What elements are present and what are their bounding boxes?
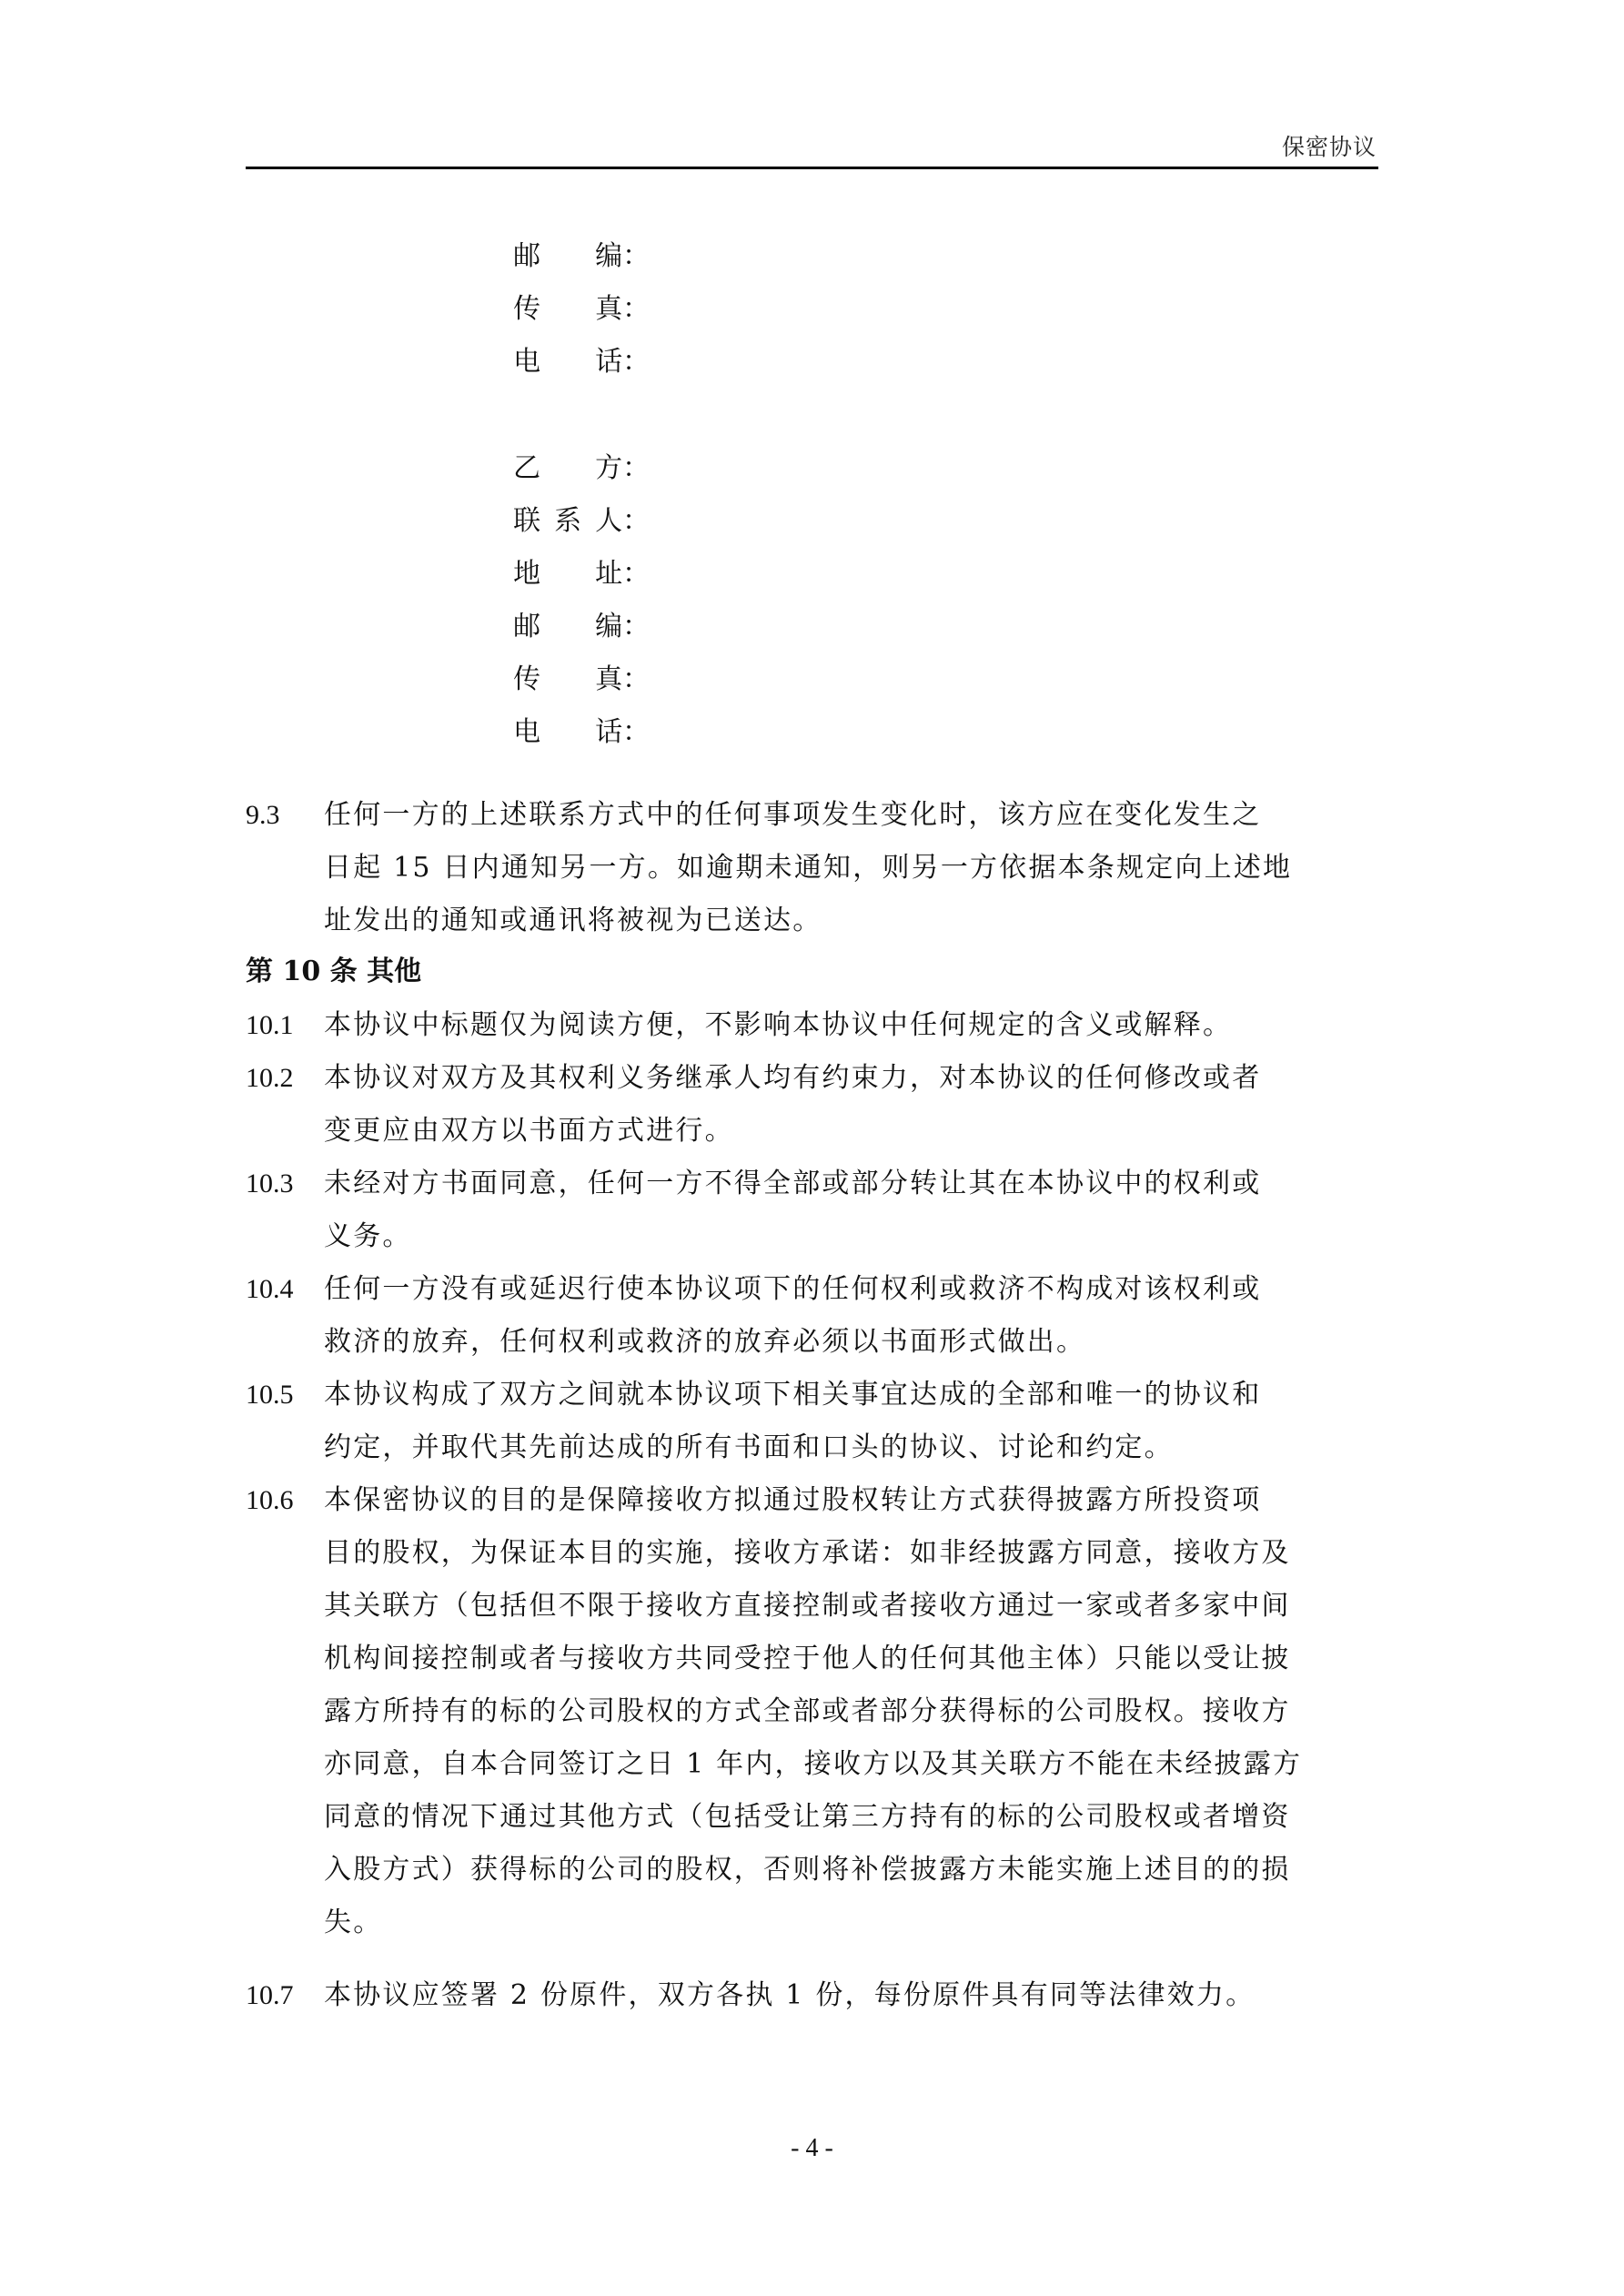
clause-text-line: 日起 15 日内通知另一方。如逾期未通知，则另一方依据本条规定向上述地 bbox=[324, 852, 1293, 884]
contact-label: 乙 方 bbox=[513, 452, 623, 484]
contact-colon: ： bbox=[622, 240, 651, 272]
clause-number: 10.6 bbox=[246, 1485, 294, 1515]
contact-colon: ： bbox=[622, 505, 651, 537]
clause-10-5 bbox=[246, 1369, 1383, 1474]
clause-text-line: 同意的情况下通过其他方式（包括受让第三方持有的标的公司股权或者增资 bbox=[324, 1801, 1291, 1833]
clause-number: 10.1 bbox=[246, 1010, 294, 1040]
clause-number: 10.2 bbox=[246, 1063, 294, 1093]
clause-text bbox=[324, 1369, 1383, 1474]
clause-text-line: 变更应由双方以书面方式进行。 bbox=[324, 1115, 734, 1147]
clause-10-1 bbox=[246, 999, 1383, 1052]
contact-colon: ： bbox=[622, 346, 651, 378]
clause-text-line: 约定，并取代其先前达成的所有书面和口头的协议、讨论和约定。 bbox=[324, 1431, 1174, 1463]
clause-text-line: 任何一方的上述联系方式中的任何事项发生变化时，该方应在变化发生之 bbox=[324, 799, 1262, 831]
contact-line-phone bbox=[479, 683, 650, 782]
clause-text bbox=[324, 1969, 1383, 2022]
contact-line-phone bbox=[479, 313, 650, 411]
clause-text bbox=[324, 1474, 1383, 1949]
clause-text-line: 址发出的通知或通讯将被视为已送达。 bbox=[324, 905, 822, 936]
clause-text bbox=[324, 1158, 1383, 1263]
clause-10-6 bbox=[246, 1474, 1383, 1949]
clause-text-line: 本协议应签署 2 份原件，双方各执 1 份，每份原件具有同等法律效力。 bbox=[324, 1979, 1256, 2011]
header-divider bbox=[246, 167, 1378, 169]
clause-9-3 bbox=[246, 789, 1383, 947]
clause-text-line: 救济的放弃，任何权利或救济的放弃必须以书面形式做出。 bbox=[324, 1326, 1086, 1358]
clause-text-line: 其关联方（包括但不限于接收方直接控制或者接收方通过一家或者多家中间 bbox=[324, 1590, 1291, 1622]
contact-label: 传 真 bbox=[513, 663, 623, 695]
clause-text-line: 任何一方没有或延迟行使本协议项下的任何权利或救济不构成对该权利或 bbox=[324, 1273, 1262, 1305]
clause-text bbox=[324, 789, 1383, 947]
clause-text-line: 未经对方书面同意，任何一方不得全部或部分转让其在本协议中的权利或 bbox=[324, 1168, 1262, 1199]
clause-text bbox=[324, 999, 1383, 1052]
clause-text-line: 本协议中标题仅为阅读方便，不影响本协议中任何规定的含义或解释。 bbox=[324, 1009, 1233, 1041]
clause-10-2 bbox=[246, 1052, 1383, 1158]
page-number: - 4 - bbox=[791, 2134, 833, 2162]
clause-number: 10.5 bbox=[246, 1380, 294, 1410]
clause-text-line: 露方所持有的标的公司股权的方式全部或者部分获得标的公司股权。接收方 bbox=[324, 1695, 1291, 1727]
contact-colon: ： bbox=[622, 611, 651, 642]
clause-text-line: 失。 bbox=[324, 1907, 383, 1938]
contact-label: 邮 编 bbox=[513, 240, 623, 272]
clause-10-7 bbox=[246, 1969, 1383, 2022]
clause-text-line: 本协议构成了双方之间就本协议项下相关事宜达成的全部和唯一的协议和 bbox=[324, 1379, 1262, 1411]
clause-number: 10.7 bbox=[246, 1980, 294, 2010]
contact-colon: ： bbox=[622, 663, 651, 695]
clause-text-line: 本保密协议的目的是保障接收方拟通过股权转让方式获得披露方所投资项 bbox=[324, 1484, 1262, 1516]
clause-text-line: 机构间接控制或者与接收方共同受控于他人的任何其他主体）只能以受让披 bbox=[324, 1643, 1291, 1674]
clause-number: 9.3 bbox=[246, 800, 280, 830]
contact-label: 邮 编 bbox=[513, 611, 623, 642]
clause-text-line: 目的股权，为保证本目的实施，接收方承诺：如非经披露方同意，接收方及 bbox=[324, 1537, 1291, 1569]
contact-label: 联系人 bbox=[513, 505, 623, 537]
clause-text-line: 亦同意，自本合同签订之日 1 年内，接收方以及其关联方不能在未经披露方 bbox=[324, 1748, 1303, 1780]
clause-text-line: 入股方式）获得标的公司的股权，否则将补偿披露方未能实施上述目的的损 bbox=[324, 1854, 1291, 1886]
clause-number: 10.3 bbox=[246, 1168, 294, 1199]
clause-text bbox=[324, 1052, 1383, 1158]
clause-10-3 bbox=[246, 1158, 1383, 1263]
contact-colon: ： bbox=[622, 716, 651, 748]
contact-label: 传 真 bbox=[513, 293, 623, 325]
header-title: 保密协议 bbox=[1281, 134, 1377, 160]
clause-text-line: 本协议对双方及其权利义务继承人均有约束力，对本协议的任何修改或者 bbox=[324, 1062, 1262, 1094]
contact-colon: ： bbox=[622, 452, 651, 484]
article-10-heading: 第 10 条 其他 bbox=[246, 956, 422, 987]
clause-text-line: 义务。 bbox=[324, 1220, 412, 1252]
contact-label: 电 话 bbox=[513, 346, 623, 378]
contact-colon: ： bbox=[622, 293, 651, 325]
contact-label: 电 话 bbox=[513, 716, 623, 748]
clause-10-4 bbox=[246, 1263, 1383, 1369]
contact-label: 地 址 bbox=[513, 558, 623, 590]
clause-number: 10.4 bbox=[246, 1274, 294, 1304]
contact-colon: ： bbox=[622, 558, 651, 590]
clause-text bbox=[324, 1263, 1383, 1369]
